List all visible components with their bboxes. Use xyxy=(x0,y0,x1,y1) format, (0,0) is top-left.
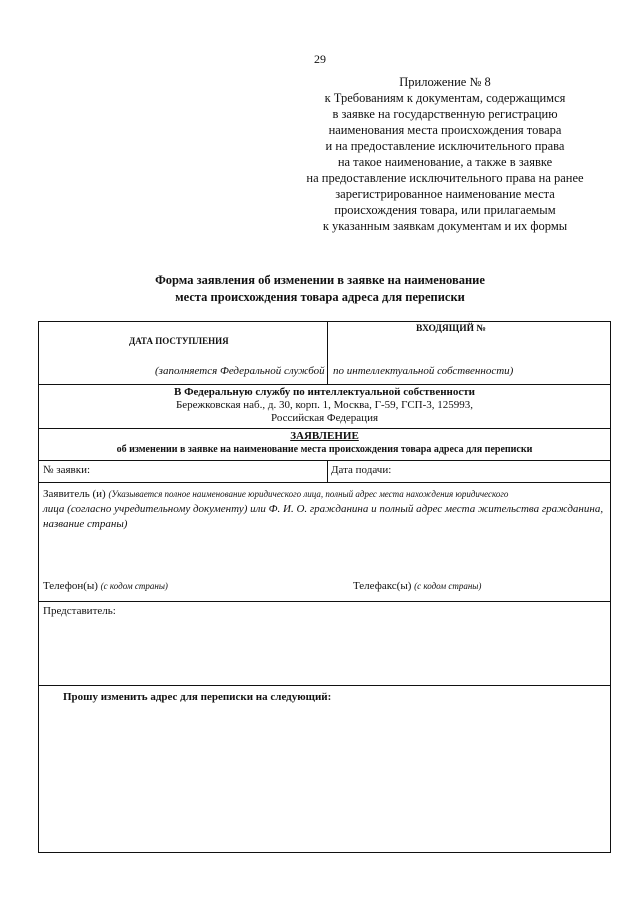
application-no-divider xyxy=(327,460,328,482)
appendix-line: к указанным заявкам документам и их формы xyxy=(322,219,568,233)
form-title-line-1: Форма заявления об изменении в заявке на наименование xyxy=(155,273,485,287)
phone-note: (с кодом страны) xyxy=(100,581,168,591)
receipt-divider xyxy=(327,322,328,384)
phone-field xyxy=(43,580,168,592)
appendix-line: в заявке на государственную регистрацию xyxy=(332,107,558,121)
appendix-line: к Требованиям к документам, содержащимся xyxy=(324,91,566,105)
appendix-line: на такое наименование, а также в заявке xyxy=(337,155,553,169)
appendix-line: Приложение № 8 xyxy=(399,75,491,89)
addressee-line-1: В Федеральную службу по интеллектуальной собственности xyxy=(173,386,475,398)
applicant-note-line-3: название страны) xyxy=(43,518,128,530)
appendix-line: наименования места происхождения товара xyxy=(328,123,562,137)
incoming-number-label: ВХОДЯЩИЙ № xyxy=(416,324,486,334)
applicant-field xyxy=(43,488,508,500)
representative-field: Представитель: xyxy=(43,605,116,617)
statement-title: ЗАЯВЛЕНИЕ xyxy=(290,430,359,442)
divider-line xyxy=(39,384,610,385)
appendix-header xyxy=(250,74,640,234)
filled-by-note-right: по интеллектуальной собственности) xyxy=(333,365,514,377)
divider-line xyxy=(39,685,610,686)
form-title-line-2: места происхождения товара адреса для переписки xyxy=(175,290,465,304)
appendix-line: и на предоставление исключительного права xyxy=(325,139,565,153)
fax-field xyxy=(353,580,481,592)
new-address-request-field: Прошу изменить адрес для переписки на следующий: xyxy=(63,691,332,703)
applicant-note-line-1: (Указывается полное наименование юридического лица, полный адрес места нахождения юридического xyxy=(108,489,509,499)
appendix-line: происхождения товара, или прилагаемым xyxy=(334,203,556,217)
divider-line xyxy=(39,428,610,429)
addressee-line-2: Бережковская наб., д. 30, корп. 1, Москва, Г-59, ГСП-3, 125993, xyxy=(175,399,474,411)
receipt-date-label: ДАТА ПОСТУПЛЕНИЯ xyxy=(129,336,229,346)
applicant-note-line-2: лица (согласно учредительному документу) или Ф. И. О. гражданина и полный адрес места жительства гражданина, xyxy=(43,503,604,515)
statement-block xyxy=(39,430,610,456)
addressee-block xyxy=(39,386,610,425)
addressee-line-3: Российская Федерация xyxy=(270,412,379,424)
form-title xyxy=(0,272,640,306)
appendix-line: на предоставление исключительного права на ранее xyxy=(306,171,584,185)
divider-line xyxy=(39,482,610,483)
filled-by-note-left: (заполняется Федеральной службой xyxy=(155,365,325,377)
fax-label: Телефакс(ы) xyxy=(353,580,412,592)
application-number-field: № заявки: xyxy=(43,464,91,476)
divider-line xyxy=(39,460,610,461)
divider-line xyxy=(39,601,610,602)
application-form xyxy=(38,321,611,853)
fax-note: (с кодом страны) xyxy=(414,581,482,591)
phone-label: Телефон(ы) xyxy=(43,580,98,592)
appendix-line: зарегистрированное наименование места xyxy=(335,187,555,201)
statement-subtitle: об изменении в заявке на наименование места происхождения товара адреса для переписки xyxy=(116,444,533,455)
page-number: 29 xyxy=(314,52,326,66)
applicant-label: Заявитель (и) xyxy=(43,488,106,500)
filing-date-field: Дата подачи: xyxy=(331,464,392,476)
